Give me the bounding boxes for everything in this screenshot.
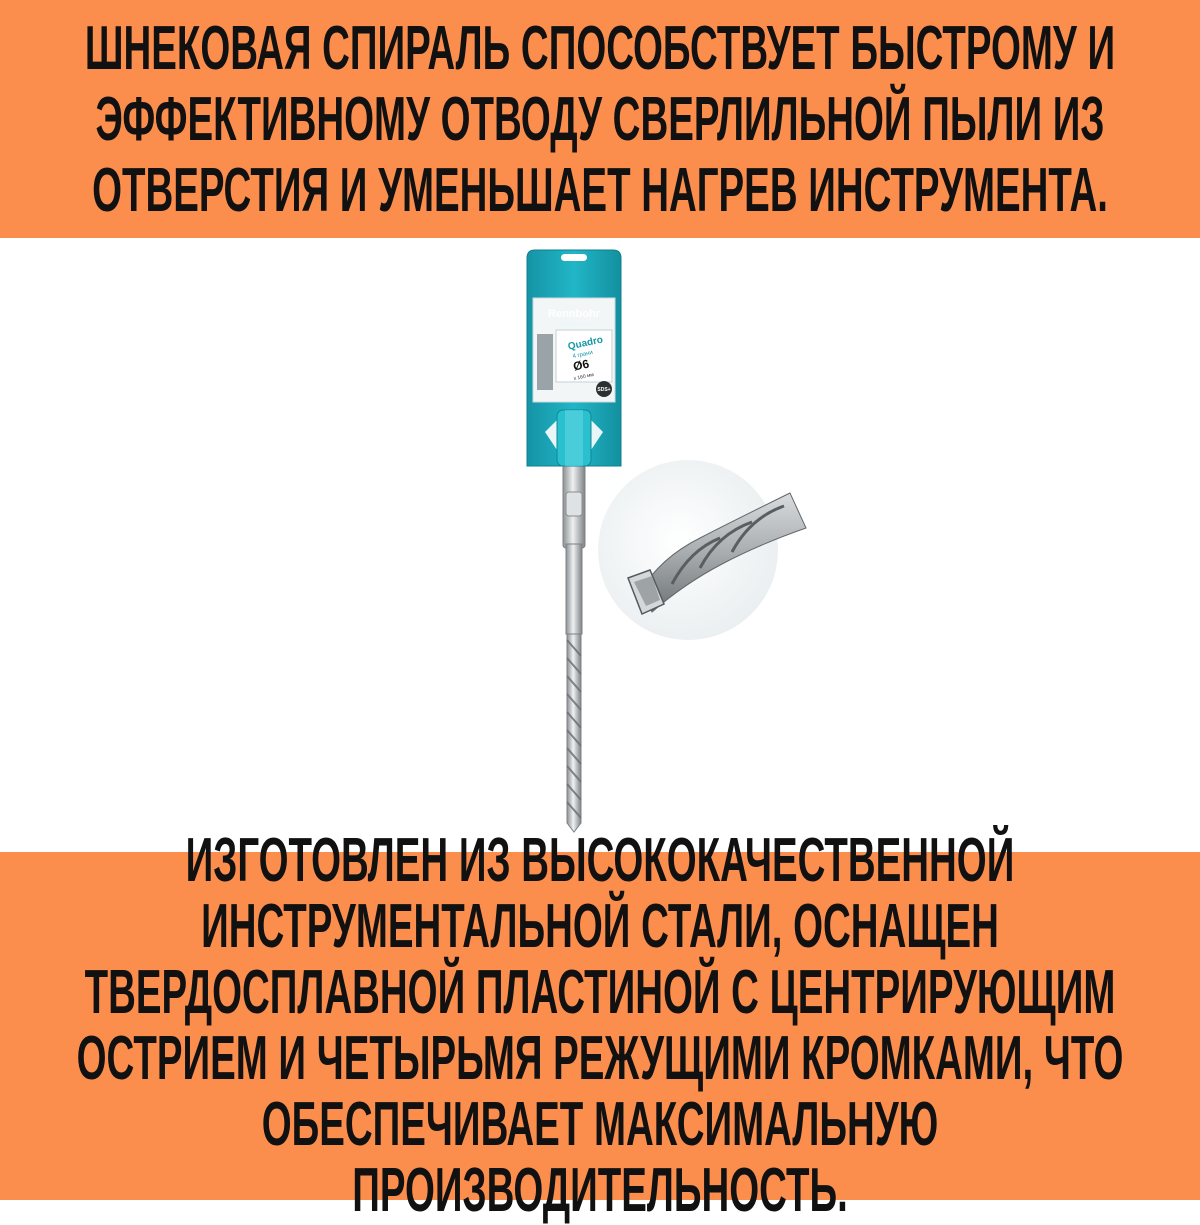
product-image-area: [0, 238, 1200, 852]
top-banner: [0, 0, 1200, 238]
package-length: x 160 мм: [573, 371, 595, 383]
package-article: СВЕРЛО-БУР: [558, 322, 590, 328]
bottom-banner-text: ИЗГОТОВЛЕН ИЗ ВЫСОКОКАЧЕСТВЕННОЙ ИНСТРУМЕНТАЛЬНОЙ СТАЛИ, ОСНАЩЕН ТВЕРДОСПЛАВНОЙ ПЛАСТИНОЙ С ЦЕНТРИРУЮЩИМ ОСТРИЕМ И ЧЕТЫРЬМЯ РЕЖУЩИМИ КРОМКАМИ, ЧТО ОБЕСПЕЧИВАЕТ МАКСИМАЛЬНУЮ ПРОИЗВОДИТЕЛЬНОСТЬ.: [76, 826, 1124, 1225]
package-series: Quadro: [566, 334, 605, 353]
top-banner-text: ШНЕКОВАЯ СПИРАЛЬ СПОСОБСТВУЕТ БЫСТРОМУ И ЭФФЕКТИВНОМУ ОТВОДУ СВЕРЛИЛЬНОЙ ПЫЛИ ИЗ ОТВЕРСТИЯ И УМЕНЬШАЕТ НАГРЕВ ИНСТРУМЕНТА.: [84, 13, 1116, 225]
product-package: [527, 250, 621, 466]
tip-zoom-circle: [598, 460, 806, 640]
bottom-banner: [0, 826, 1200, 1225]
package-diameter: Ø6: [571, 356, 591, 374]
package-sds-badge: SDS+: [597, 387, 611, 393]
package-edges: 4 грани: [572, 349, 594, 361]
package-brand: Rennbohr: [548, 308, 600, 320]
drill-bit: [563, 438, 585, 832]
hang-hole: [561, 254, 587, 261]
product-illustration: [0, 238, 1200, 852]
